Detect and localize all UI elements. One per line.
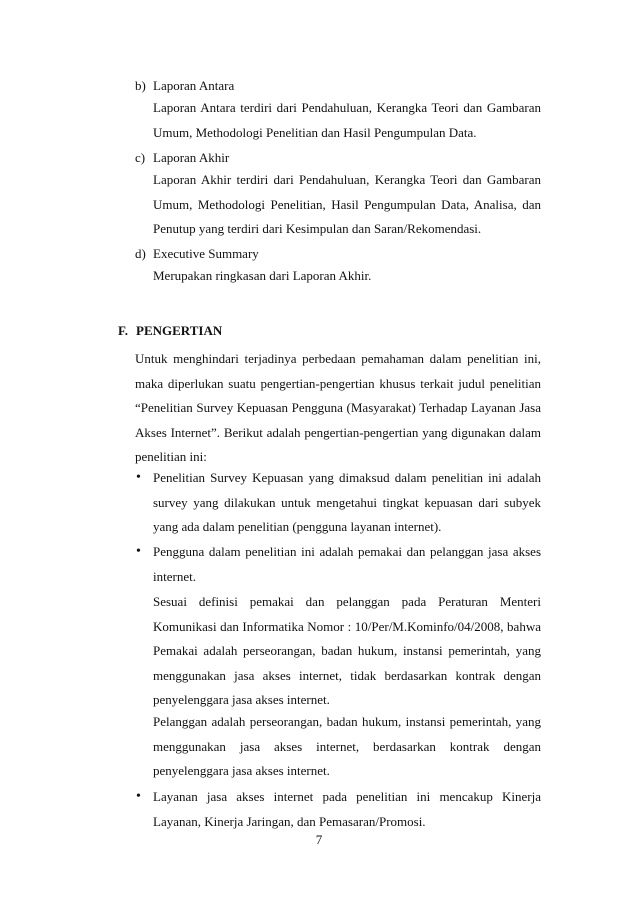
section-intro: Untuk menghindari terjadinya perbedaan pemahaman dalam penelitian ini, maka diperlukan suatu pengertian-pengertian khusus terkait judul penelitian “Penelitian Survey Kepuasan Pengguna (Masyarakat) Terhadap Layanan Jasa Akses Internet”. Berikut adalah pengertian-pengertian yang digunakan dalam penelitian ini: <box>135 351 541 464</box>
list-item-title: Executive Summary <box>153 246 259 261</box>
list-marker: c) <box>135 150 146 165</box>
list-marker: b) <box>135 78 146 93</box>
list-item-text: Laporan Akhir terdiri dari Pendahuluan, Kerangka Teori dan Gambaran Umum, Methodologi Penelitian, Hasil Pengumpulan Data, Analisa, dan Penutup yang terdiri dari Kesimpulan dan Saran/Rekomendasi. <box>153 172 541 236</box>
page-number: 7 <box>315 832 323 847</box>
list-item-heading <box>135 246 259 262</box>
bullet-subparagraph: Pelanggan adalah perseorangan, badan hukum, instansi pemerintah, yang menggunakan jasa akses internet, berdasarkan kontrak dengan penyelenggara jasa akses internet. <box>153 714 541 778</box>
list-item-heading <box>135 78 234 94</box>
bullet-icon: • <box>136 789 141 804</box>
bullet-subparagraph: Sesuai definisi pemakai dan pelanggan pada Peraturan Menteri Komunikasi dan Informatika Nomor : 10/Per/M.Kominfo/04/2008, bahwa Pemakai adalah perseorangan, badan hukum, instansi pemerintah, yang menggunakan jasa akses internet, tidak berdasarkan kontrak dengan penyelenggara jasa akses internet. <box>153 594 541 707</box>
section-letter: F. <box>118 323 128 338</box>
bullet-text: Penelitian Survey Kepuasan yang dimaksud dalam penelitian ini adalah survey yang dilakukan untuk mengetahui tingkat kepuasan dari subyek yang ada dalam penelitian (pengguna layanan internet). <box>153 470 541 534</box>
section-title: PENGERTIAN <box>136 323 223 338</box>
section-heading <box>118 323 222 339</box>
list-item-title: Laporan Akhir <box>153 150 230 165</box>
list-marker: d) <box>135 246 146 261</box>
list-item-text: Laporan Antara terdiri dari Pendahuluan, Kerangka Teori dan Gambaran Umum, Methodologi Penelitian dan Hasil Pengumpulan Data. <box>153 100 541 140</box>
bullet-text: Pengguna dalam penelitian ini adalah pemakai dan pelanggan jasa akses internet. <box>153 544 541 584</box>
bullet-icon: • <box>136 470 141 485</box>
list-item-title: Laporan Antara <box>153 78 235 93</box>
list-item-heading <box>135 150 229 166</box>
bullet-icon: • <box>136 544 141 559</box>
bullet-text: Layanan jasa akses internet pada penelitian ini mencakup Kinerja Layanan, Kinerja Jaringan, dan Pemasaran/Promosi. <box>153 789 541 829</box>
list-item-text: Merupakan ringkasan dari Laporan Akhir. <box>153 268 372 283</box>
